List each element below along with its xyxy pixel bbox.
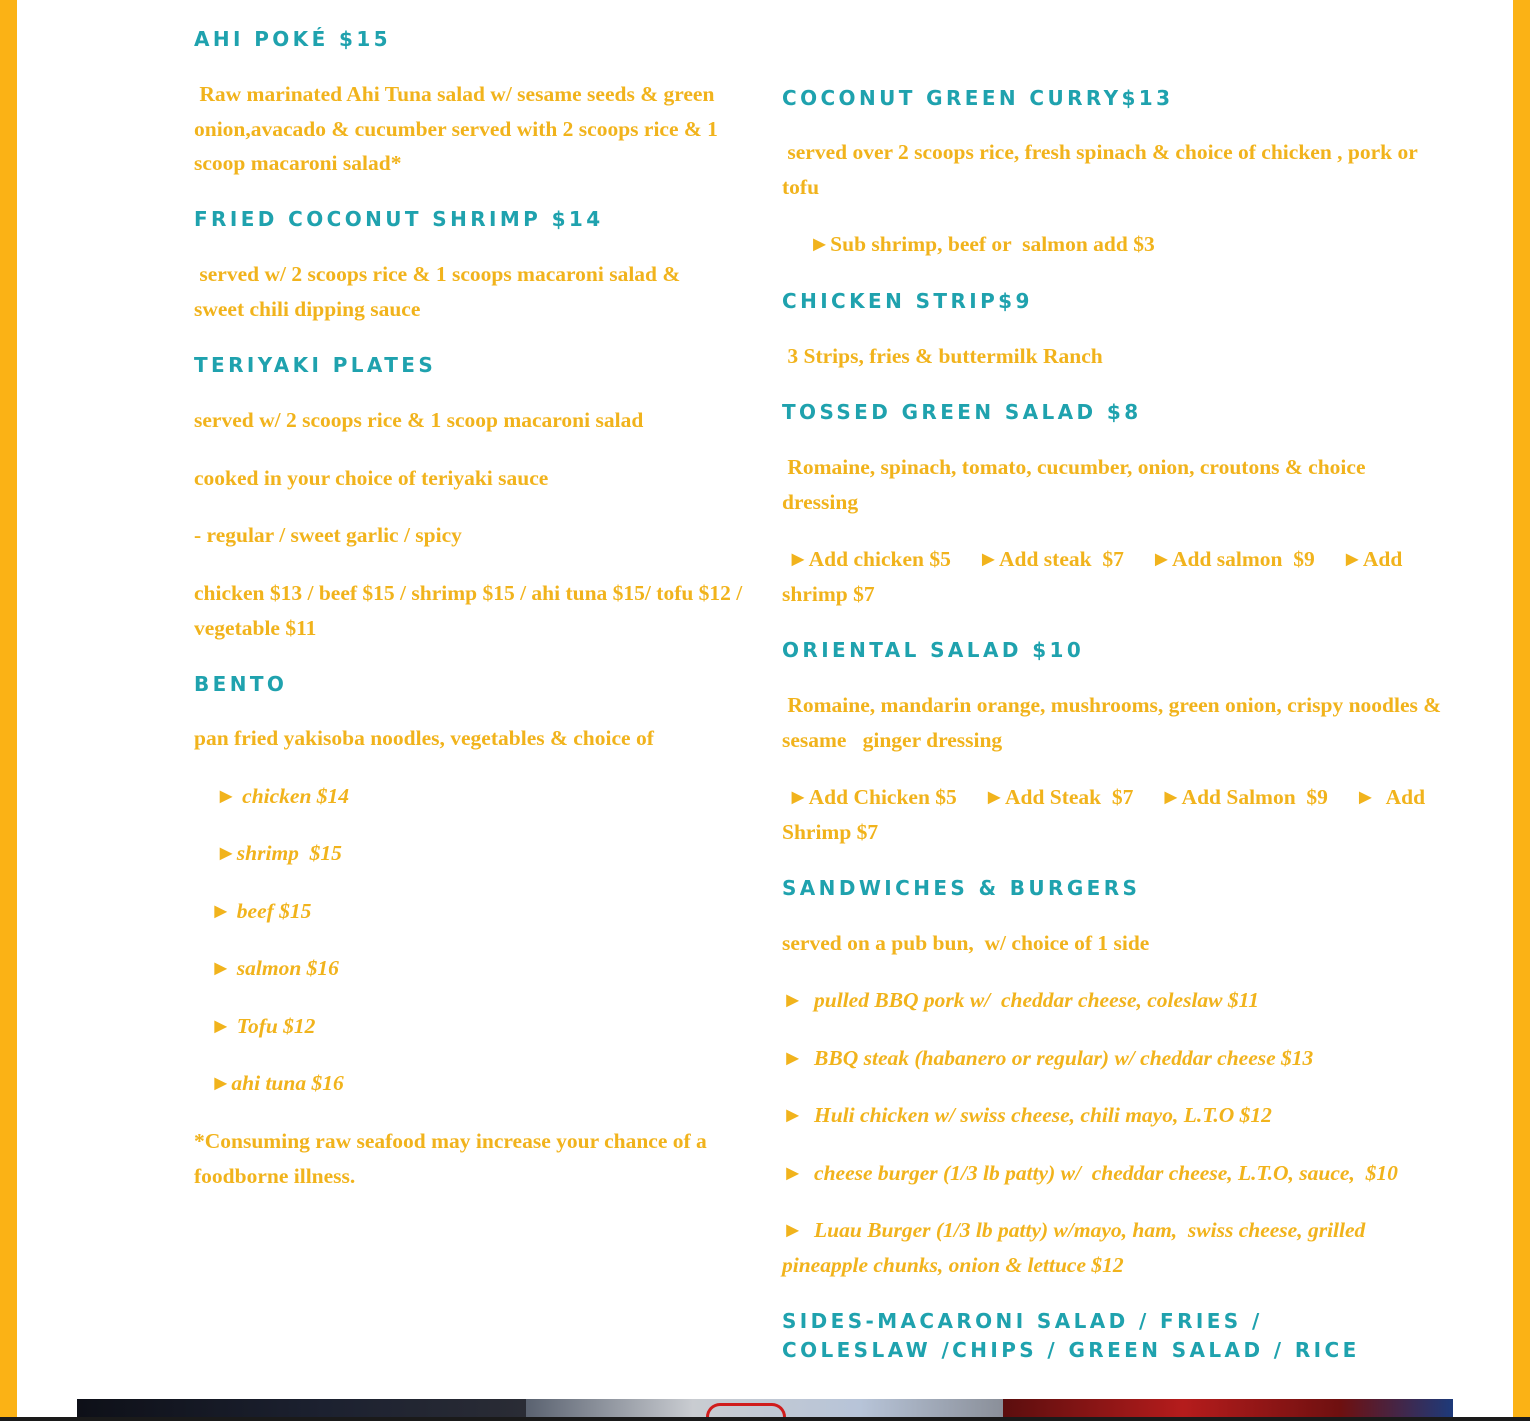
bento-option: ► salmon $16: [194, 956, 339, 980]
sandwich-item: ► BBQ steak (habanero or regular) w/ cheddar cheese $13: [782, 1046, 1314, 1070]
oriental-salad-heading: ORIENTAL SALAD $10: [782, 638, 1085, 662]
ahi-poke-description: Raw marinated Ahi Tuna salad w/ sesame seeds & green onion,avacado & cucumber served with 2 scoops rice & 1 scoop macaroni salad*: [194, 82, 724, 175]
sides-heading: SIDES-MACARONI SALAD / FRIES / COLESLAW /CHIPS / GREEN SALAD / RICE: [782, 1309, 1360, 1362]
tossed-green-salad-description: Romaine, spinach, tomato, cucumber, onion, croutons & choice dressing: [782, 455, 1371, 514]
bento-option: ► Tofu $12: [194, 1014, 316, 1038]
tossed-green-salad-heading: TOSSED GREEN SALAD $8: [782, 400, 1142, 424]
sandwich-item: ► Huli chicken w/ swiss cheese, chili mayo, L.T.O $12: [782, 1103, 1272, 1127]
chicken-strip-description: 3 Strips, fries & buttermilk Ranch: [782, 344, 1103, 368]
bento-heading: BENTO: [194, 672, 288, 696]
fried-coconut-shrimp-description: served w/ 2 scoops rice & 1 scoops macaroni salad & sweet chili dipping sauce: [194, 262, 686, 321]
sandwich-item: ► cheese burger (1/3 lb patty) w/ cheddar cheese, L.T.O, sauce, $10: [782, 1161, 1398, 1185]
chicken-strip-heading: CHICKEN STRIP$9: [782, 289, 1033, 313]
bento-option: ►ahi tuna $16: [194, 1071, 344, 1095]
sandwiches-burgers-heading: SANDWICHES & BURGERS: [782, 876, 1141, 900]
bbq-sign-photo: [526, 1399, 1003, 1417]
teriyaki-prices: chicken $13 / beef $15 / shrimp $15 / ahi tuna $15/ tofu $12 / vegetable $11: [194, 581, 748, 640]
teriyaki-plates-heading: TERIYAKI PLATES: [194, 353, 437, 377]
tossed-green-salad-addons: ►Add chicken $5 ►Add steak $7 ►Add salmon $9 ►Add shrimp $7: [782, 547, 1408, 606]
sandwich-item: ► Luau Burger (1/3 lb patty) w/mayo, ham, swiss cheese, grilled pineapple chunks, onion & lettuce $12: [782, 1218, 1371, 1277]
teriyaki-rice-line: served w/ 2 scoops rice & 1 scoop macaroni salad: [194, 408, 644, 432]
coconut-green-curry-addon: ►Sub shrimp, beef or salmon add $3: [782, 232, 1155, 256]
right-border-frame: [1513, 0, 1530, 1421]
teriyaki-sauce-line: cooked in your choice of teriyaki sauce: [194, 466, 549, 490]
bento-description: pan fried yakisoba noodles, vegetables & choice of: [194, 726, 654, 750]
bento-option: ► beef $15: [194, 899, 312, 923]
food-photo: [77, 1399, 526, 1417]
oriental-salad-addons: ►Add Chicken $5 ►Add Steak $7 ►Add Salmon $9 ► Add Shrimp $7: [782, 785, 1431, 844]
sandwich-item: ► pulled BBQ pork w/ cheddar cheese, coleslaw $11: [782, 988, 1259, 1012]
coconut-green-curry-heading: COCONUT GREEN CURRY$13: [782, 86, 1174, 110]
left-border-frame: [0, 0, 17, 1421]
ahi-poke-heading: AHI POKÉ $15: [194, 27, 391, 51]
raw-seafood-disclaimer: *Consuming raw seafood may increase your chance of a foodborne illness.: [194, 1129, 713, 1188]
coconut-green-curry-description: served over 2 scoops rice, fresh spinach & choice of chicken , pork or tofu: [782, 140, 1423, 199]
sandwiches-description: served on a pub bun, w/ choice of 1 side: [782, 931, 1150, 955]
restaurant-photo: [1003, 1399, 1453, 1417]
bento-option: ►shrimp $15: [194, 841, 342, 865]
oriental-salad-description: Romaine, mandarin orange, mushrooms, green onion, crispy noodles & sesame ginger dressing: [782, 693, 1447, 752]
teriyaki-sauce-options: - regular / sweet garlic / spicy: [194, 523, 462, 547]
bottom-edge: [0, 1417, 1530, 1421]
fried-coconut-shrimp-heading: FRIED COCONUT SHRIMP $14: [194, 207, 604, 231]
bento-option: ► chicken $14: [194, 784, 350, 808]
photo-strip: [77, 1399, 1453, 1417]
